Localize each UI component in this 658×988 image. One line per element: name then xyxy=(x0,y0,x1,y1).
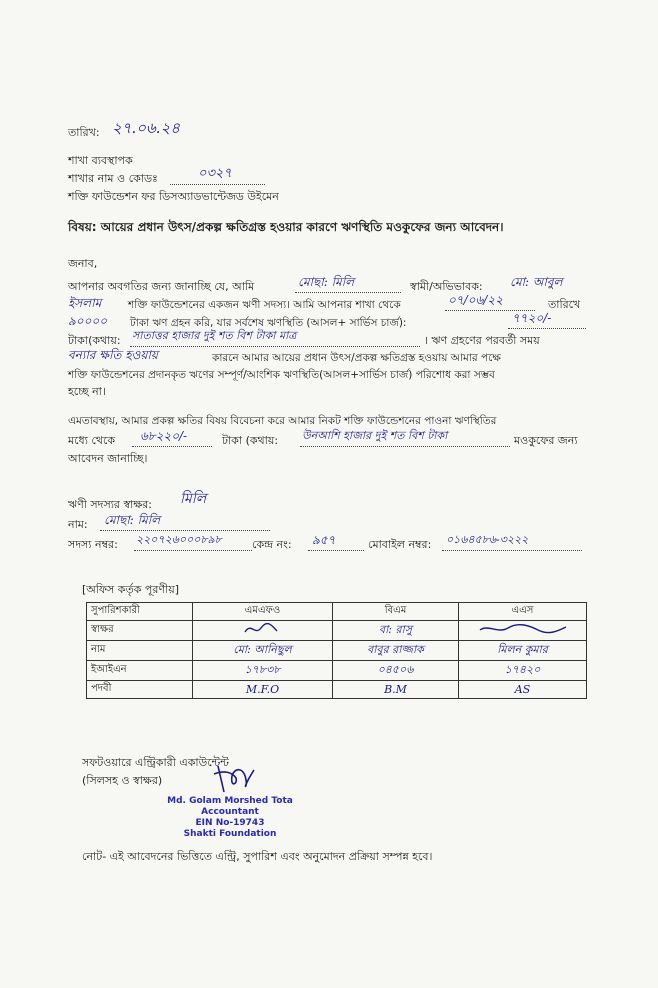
table-cell: ১৭৮৩৮ xyxy=(193,661,333,681)
org-name: শক্তি ফাউন্ডেশন ফর ডিসঅ্যাডভান্টেজড উইমেন xyxy=(68,190,279,203)
member-no-label: সদস্য নম্বর: xyxy=(68,538,118,551)
para2-line-2c: মওকুফের জন্য xyxy=(514,434,578,447)
para2-line-2a: মধ্যে থেকে xyxy=(68,434,116,447)
mobile-label: মোবাইল নম্বর: xyxy=(368,538,432,551)
table-cell: AS xyxy=(459,681,587,699)
row-label: পদবী xyxy=(87,681,193,699)
signature-scribble-icon xyxy=(243,622,283,636)
mobile-value: ০১৬৪৫৮৬-৩২২২ xyxy=(446,533,529,546)
row-label: স্বাক্ষর xyxy=(87,621,193,641)
loan-amount-hand: ৯০০০০ xyxy=(68,314,107,328)
table-cell: ০৪৫০৬ xyxy=(333,661,459,681)
para2-line-1: এমতাবস্থায়, আমার প্রকল্প ক্ষতির বিষয় বিবেচনা করে আমার নিকট শক্তি ফাউন্ডেশনের পাওনা ঋণস্থিতির xyxy=(68,415,497,427)
note: নোট- এই আবেদনের ভিত্তিতে এন্ট্রি, সুপারিশ এবং অনুমোদন প্রক্রিয়া সম্পন্ন হবে। xyxy=(82,850,433,863)
date-value: ২৭.০৬.২৪ xyxy=(112,119,181,137)
balance-words-hand: সাতাত্তর হাজার দুই শত বিশ টাকা মাত্র xyxy=(132,329,297,342)
header-cell: সুপারিশকারী xyxy=(87,603,193,621)
member-name-label: নাম: xyxy=(68,518,88,531)
date-label: তারিখ: xyxy=(68,126,100,139)
seal-signature-label: (সিলসহ ও স্বাক্ষর) xyxy=(82,774,163,787)
table-cell: B.M xyxy=(333,681,459,699)
balance-hand: ৭৭২০/- xyxy=(512,311,552,325)
table-cell: মো: আনিছুল xyxy=(193,641,333,661)
header-cell: বিএম xyxy=(333,603,459,621)
office-table xyxy=(86,602,587,699)
table-row xyxy=(87,681,587,699)
body-line-1b: স্বামী/অভিভাবক: xyxy=(410,280,483,293)
waiver-amount-hand: ৬৮২২০/- xyxy=(140,429,188,443)
subject: বিষয়: আয়ের প্রধান উৎস/প্রকল্প ক্ষতিগ্রস্ত হওয়ার কারণে ঋণস্থিতি মওকুফের জন্য আবেদন। xyxy=(68,220,504,234)
body-line-2b: তারিখে xyxy=(548,298,581,311)
table-row xyxy=(87,603,587,621)
guardian-hand: মো: আবুল xyxy=(510,275,563,289)
center-label: কেন্দ্র নং: xyxy=(252,538,292,551)
signature-cell xyxy=(193,621,333,641)
center-value: ৯৫৭ xyxy=(312,533,336,547)
body-line-6: শক্তি ফাউন্ডেশনের প্রদানকৃত ঋণের সম্পূর্ণ/আংশিক ঋণস্থিতি(আসল+সার্ভিস চার্জ) পরিশোধ করা সম্ভব xyxy=(68,369,495,381)
row-label: ইআইএন xyxy=(87,661,193,681)
member-no-value: ২২০৭২৬০০০৮৯৮ xyxy=(136,533,222,546)
signature-cell xyxy=(459,621,587,641)
member-signature: মিলি xyxy=(180,491,207,507)
body-line-7: হচ্ছে না। xyxy=(68,385,106,398)
software-entry-label: সফটওয়ারে এন্ট্রিকারী একাউন্টেন্ট xyxy=(82,756,229,769)
salutation: জনাব, xyxy=(68,257,98,270)
header-cell: এমএফও xyxy=(193,603,333,621)
stamp-ein: EIN No-19743 xyxy=(195,818,265,828)
damage-reason-hand: বন্যার ক্ষতি হওয়ায় xyxy=(68,348,158,362)
signature-scribble-icon xyxy=(478,622,568,636)
guardian-hand-2: ইসলাম xyxy=(68,296,102,310)
para2-line-2b: টাকা (কথায়: xyxy=(222,434,279,447)
table-cell: M.F.O xyxy=(193,681,333,699)
body-line-4a: টাকা(কথায়: xyxy=(68,334,121,347)
loan-date-hand: ০৭/০৬/২২ xyxy=(448,293,503,307)
row-label: নাম xyxy=(87,641,193,661)
applicant-name-hand: মোছা: মিলি xyxy=(298,275,355,289)
stamp-name: Md. Golam Morshed Tota xyxy=(167,796,293,806)
branch-code-value: ০৩২৭ xyxy=(198,166,232,181)
body-line-1a: আপনার অবগতির জন্য জানাচ্ছি যে, আমি xyxy=(68,280,255,293)
waiver-words-hand: উনআশি হাজার দুই শত বিশ টাকা xyxy=(302,429,448,442)
body-line-5a: কারনে আমার আয়ের প্রধান উৎস/প্রকল্প ক্ষতিগ্রস্ত হওয়ায় আমার পক্ষে xyxy=(212,352,501,364)
signature-cell: বা: রাসু xyxy=(333,621,459,641)
branch-manager: শাখা ব্যবস্থাপক xyxy=(68,154,133,167)
table-row xyxy=(87,661,587,681)
accountant-signature-icon xyxy=(210,762,260,798)
table-cell: মিলন কুমার xyxy=(459,641,587,661)
table-cell: ১৭৪২০ xyxy=(459,661,587,681)
body-line-2a: শক্তি ফাউন্ডেশনের একজন ঋণী সদস্য। আমি আপনার শাখা থেকে xyxy=(128,299,401,311)
body-line-3a: টাকা ঋণ গ্রহন করি, যার সর্বশেষ ঋণস্থিতি (আসল+ সার্ভিস চার্জ): xyxy=(130,317,407,329)
accountant-stamp xyxy=(160,796,300,840)
header-cell: এএস xyxy=(459,603,587,621)
table-row xyxy=(87,621,587,641)
member-sign-label: ঋণী সদস্যর স্বাক্ষর: xyxy=(68,498,152,511)
office-heading: [অফিস কর্তৃক পূরণীয়] xyxy=(82,583,179,596)
stamp-org: Shakti Foundation xyxy=(183,829,277,839)
body-line-4b: । ঋণ গ্রহণের পরবর্তী সময় xyxy=(424,334,540,347)
table-row xyxy=(87,641,587,661)
table-cell: বাবুর রাজ্জাক xyxy=(333,641,459,661)
para2-line-3: আবেদন জানাচ্ছি। xyxy=(68,452,148,465)
branch-name-label: শাখার নাম ও কোডঃ xyxy=(68,172,158,185)
stamp-title: Accountant xyxy=(201,807,259,817)
member-name-value: মোছা: মিলি xyxy=(104,513,161,527)
